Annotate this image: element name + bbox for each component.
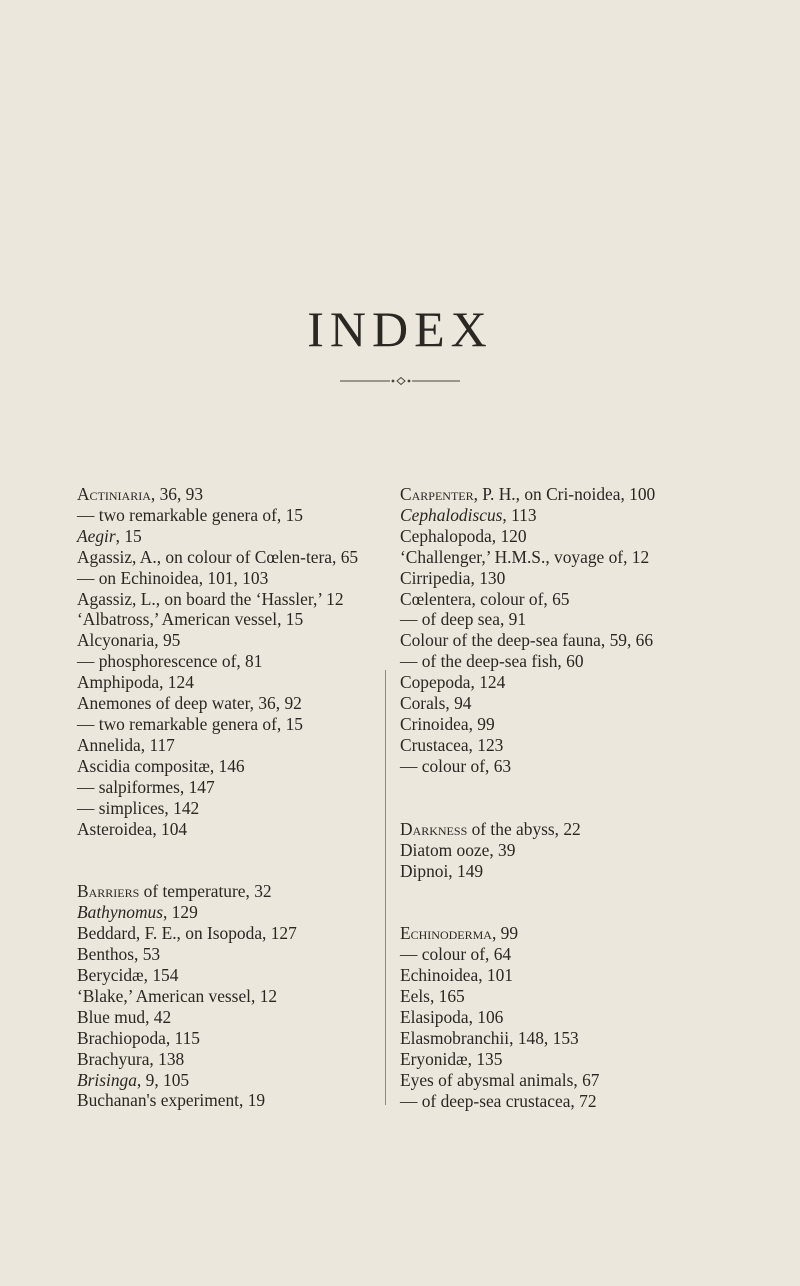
index-entry <box>400 505 780 526</box>
index-entry <box>77 944 452 965</box>
index-entry <box>400 568 780 589</box>
entry-text: Elasipoda, 106 <box>400 1007 504 1028</box>
entry-text: — two remarkable genera of, 15 <box>77 504 303 525</box>
entry-text: , P. H., on Cri-noidea, 100 <box>473 484 656 504</box>
entry-text: — salpiformes, 147 <box>77 776 215 797</box>
index-entry <box>77 505 452 526</box>
section-gap <box>400 881 780 923</box>
index-entry <box>400 986 780 1007</box>
entry-text: Diatom ooze, 39 <box>400 839 516 860</box>
entry-text: Cœlentera, colour of, 65 <box>400 588 570 609</box>
entry-italic-term: Cephalodiscus <box>400 504 503 525</box>
entry-italic-term: Brisinga <box>77 1069 137 1090</box>
entry-lead-word: Darkness <box>400 818 468 839</box>
entry-text: Agassiz, A., on colour of Cœlen-tera, 65 <box>77 546 359 567</box>
entry-text: Ascidia compositæ, 146 <box>77 755 245 776</box>
entry-text: Crinoidea, 99 <box>400 713 495 734</box>
page-title: INDEX <box>307 301 493 357</box>
entry-text: Eryonidæ, 135 <box>400 1048 503 1069</box>
entry-text: of the abyss, 22 <box>467 818 581 839</box>
index-entry <box>77 902 452 923</box>
entry-text: Brachyura, 138 <box>77 1048 185 1069</box>
entry-text: ‘Blake,’ American vessel, 12 <box>77 985 278 1006</box>
entry-text: — on Echinoidea, 101, 103 <box>77 567 269 588</box>
entry-text: Amphipoda, 124 <box>77 672 194 693</box>
index-column-right <box>400 484 780 1112</box>
entry-text: Cephalopoda, 120 <box>400 525 527 546</box>
entry-text: — colour of, 63 <box>400 755 512 776</box>
index-entry <box>400 693 780 714</box>
entry-text: Berycidæ, 154 <box>77 965 179 986</box>
entry-text: Eyes of abysmal animals, 67 <box>400 1069 600 1090</box>
index-entry <box>77 1049 452 1070</box>
entry-text: — colour of, 64 <box>400 944 512 965</box>
index-entry <box>400 609 780 630</box>
entry-text: Brachiopoda, 115 <box>77 1027 200 1048</box>
entry-text: Eels, 165 <box>400 986 465 1007</box>
index-entry <box>400 923 780 944</box>
index-entry <box>400 1049 780 1070</box>
index-entry <box>400 819 780 840</box>
entry-text: — of the deep-sea fish, 60 <box>400 651 584 672</box>
index-entry <box>77 651 452 672</box>
entry-text: — simplices, 142 <box>77 797 200 818</box>
entry-text: Elasmobranchii, 148, 153 <box>400 1027 579 1048</box>
index-entry <box>400 672 780 693</box>
entry-text: , 9, 105 <box>136 1069 190 1090</box>
index-entry <box>400 944 780 965</box>
entry-text: Alcyonaria, 95 <box>77 630 181 651</box>
index-entry <box>400 861 780 882</box>
index-entry <box>77 672 452 693</box>
entry-text: Anemones of deep water, 36, 92 <box>77 693 302 714</box>
index-entry <box>77 1028 452 1049</box>
index-entry <box>77 756 452 777</box>
column-divider <box>385 670 386 1105</box>
index-entry <box>400 1028 780 1049</box>
index-entry <box>77 1007 452 1028</box>
index-entry <box>400 651 780 672</box>
entry-text: Agassiz, L., on board the ‘Hassler,’ 12 <box>77 588 344 609</box>
entry-text: Dipnoi, 149 <box>400 860 484 881</box>
index-entry <box>77 693 452 714</box>
entry-text: Annelida, 117 <box>77 734 175 755</box>
index-entry <box>400 547 780 568</box>
entry-text: Asteroidea, 104 <box>77 818 188 839</box>
index-entry <box>77 714 452 735</box>
index-entry <box>77 777 452 798</box>
index-entry <box>77 1090 452 1111</box>
section-gap <box>400 777 780 819</box>
entry-text: , 36, 93 <box>150 484 204 504</box>
entry-text: Corals, 94 <box>400 693 472 714</box>
index-entry <box>400 484 780 505</box>
entry-text: ‘Challenger,’ H.M.S., voyage of, 12 <box>400 546 650 567</box>
index-entry <box>77 923 452 944</box>
index-entry <box>77 568 452 589</box>
entry-text: , 99 <box>491 923 519 944</box>
entry-text: ‘Albatross,’ American vessel, 15 <box>77 609 304 630</box>
index-entry <box>77 965 452 986</box>
entry-text: Echinoidea, 101 <box>400 965 514 986</box>
index-entry <box>77 526 452 547</box>
entry-lead-word: Echinoderma <box>400 923 492 944</box>
entry-text: Crustacea, 123 <box>400 734 504 755</box>
entry-italic-term: Aegir <box>77 525 116 546</box>
entry-text: , 113 <box>502 504 537 525</box>
entry-text: Blue mud, 42 <box>77 1006 172 1027</box>
index-entry <box>400 714 780 735</box>
entry-lead-word: Barriers <box>77 881 140 902</box>
entry-text: — of deep sea, 91 <box>400 609 527 630</box>
entry-text: — of deep-sea crustacea, 72 <box>400 1090 597 1111</box>
index-entry <box>77 609 452 630</box>
index-entry <box>400 756 780 777</box>
index-entry <box>400 1091 780 1112</box>
index-entry <box>77 547 452 568</box>
index-entry <box>77 589 452 610</box>
entry-text: Benthos, 53 <box>77 944 161 965</box>
entry-text: Cirripedia, 130 <box>400 567 506 588</box>
index-entry <box>77 881 452 902</box>
index-entry <box>77 798 452 819</box>
index-entry <box>400 589 780 610</box>
entry-text: of temperature, 32 <box>139 881 272 902</box>
entry-lead-word: Actiniaria <box>77 484 151 504</box>
index-entry <box>400 735 780 756</box>
index-entry <box>77 819 452 840</box>
entry-text: Copepoda, 124 <box>400 672 506 693</box>
index-column-left <box>77 484 452 1111</box>
entry-italic-term: Bathynomus <box>77 902 163 923</box>
index-entry <box>400 965 780 986</box>
entry-text: Colour of the deep-sea fauna, 59, 66 <box>400 630 654 651</box>
index-entry <box>400 1070 780 1091</box>
section-gap <box>77 839 452 881</box>
ornament-rule <box>340 376 460 386</box>
entry-text: — phosphorescence of, 81 <box>77 651 263 672</box>
index-entry <box>77 1070 452 1091</box>
entry-text: — two remarkable genera of, 15 <box>77 713 303 734</box>
index-entry <box>400 840 780 861</box>
index-entry <box>77 735 452 756</box>
entry-text: , 129 <box>162 902 198 923</box>
entry-text: , 15 <box>115 525 142 546</box>
index-entry <box>400 526 780 547</box>
index-entry <box>77 630 452 651</box>
index-entry <box>400 630 780 651</box>
entry-lead-word: Carpenter <box>400 484 474 504</box>
index-entry <box>77 484 452 505</box>
entry-text: Beddard, F. E., on Isopoda, 127 <box>77 923 297 944</box>
index-entry <box>400 1007 780 1028</box>
entry-text: Buchanan's experiment, 19 <box>77 1090 266 1111</box>
index-entry <box>77 986 452 1007</box>
